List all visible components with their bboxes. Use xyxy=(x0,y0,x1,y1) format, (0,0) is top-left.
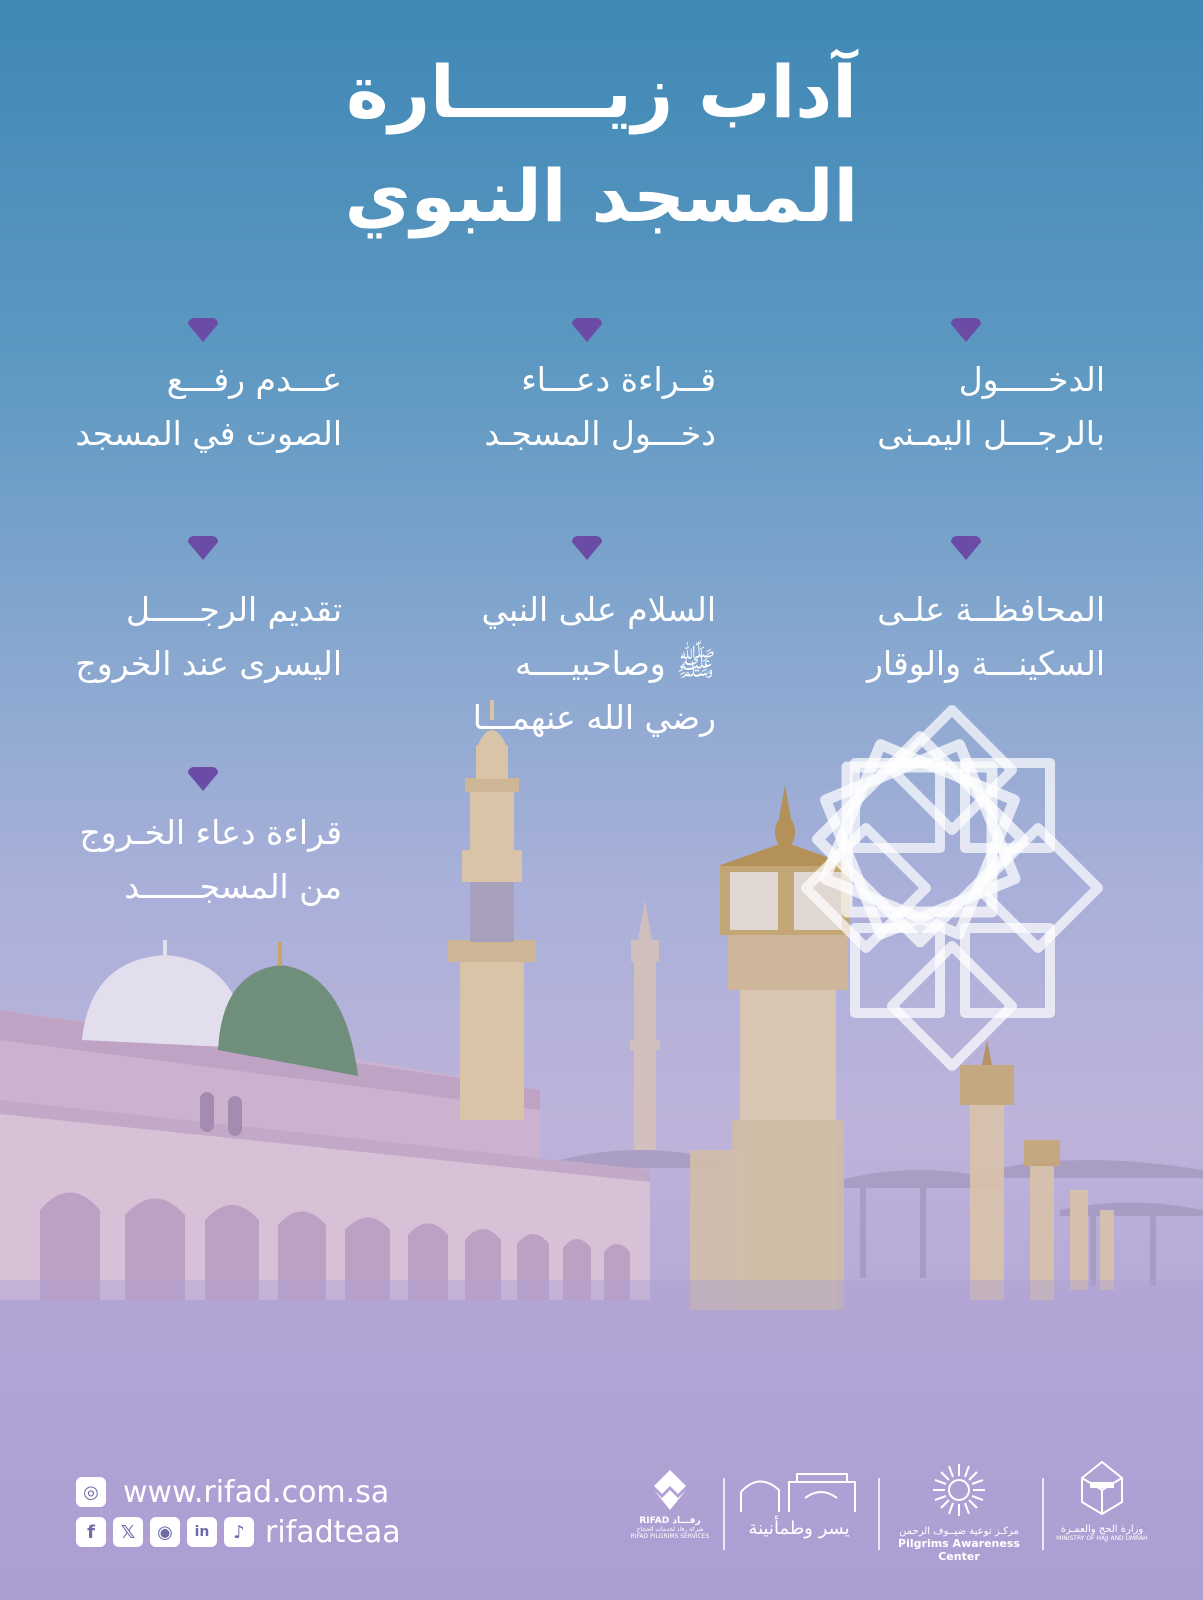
linkedin-icon[interactable]: in xyxy=(187,1517,217,1547)
yusr-logo xyxy=(735,1468,863,1539)
logo-divider xyxy=(878,1478,880,1550)
etiquette-item-entry-supplication xyxy=(416,353,716,461)
item-marker xyxy=(572,324,602,342)
dribbble-icon[interactable]: ◎ xyxy=(76,1477,106,1507)
yusr-text: يسر وطمأنينة xyxy=(748,1518,850,1539)
item-marker xyxy=(188,324,218,342)
item-line: السكينـــة والوقار xyxy=(867,644,1105,683)
kaaba-icon xyxy=(1052,1458,1152,1520)
item-marker xyxy=(188,773,218,791)
rifad-name-ar: رفـــاد xyxy=(672,1516,701,1526)
facebook-icon[interactable]: f xyxy=(76,1517,106,1547)
main-minaret xyxy=(448,700,536,1120)
item-line: الدخـــــول xyxy=(958,360,1105,399)
item-line: قــراءة دعـــاء xyxy=(521,360,716,399)
item-line: المحافظــة علـى xyxy=(877,590,1105,629)
item-line: قراءة دعاء الخـروج xyxy=(79,813,342,852)
social-handle[interactable]: rifadteaa xyxy=(265,1514,401,1550)
logo-divider xyxy=(1042,1478,1044,1550)
item-marker xyxy=(951,542,981,560)
title-line-2: المسجد النبوي xyxy=(344,154,859,238)
ministry-en: MINISTRY OF HAJJ AND UMRAH xyxy=(1056,1535,1148,1542)
contact-footer xyxy=(76,1473,401,1551)
item-line: رضي الله عنهمـــا xyxy=(472,698,716,737)
far-minaret xyxy=(630,900,660,1150)
item-line: السلام على النبي xyxy=(481,590,716,629)
rifad-logo xyxy=(630,1468,710,1540)
title-line-1: آداب زيــــــارة xyxy=(346,50,857,134)
etiquette-item-greeting-prophet xyxy=(416,583,716,745)
awareness-en: Pilgrims Awareness Center xyxy=(898,1537,1020,1563)
rifad-sub-ar: شركة رفاد لخدمات الحجاج xyxy=(636,1526,704,1533)
poster-title xyxy=(0,40,1203,248)
item-marker xyxy=(572,542,602,560)
etiquette-item-enter-right-foot xyxy=(805,353,1105,461)
awareness-ar: مركـز توعية ضيــوف الرحمن xyxy=(899,1526,1019,1537)
item-marker xyxy=(188,542,218,560)
item-line: بالرجـــل اليمـنى xyxy=(877,414,1105,453)
rifad-logo-mark xyxy=(630,1468,710,1512)
tiktok-icon[interactable]: ♪ xyxy=(224,1517,254,1547)
etiquette-item-tranquility xyxy=(805,583,1105,691)
yusr-logo-mark xyxy=(735,1468,863,1514)
item-line: تقديم الرجـــــل xyxy=(126,590,342,629)
instagram-icon[interactable]: ◉ xyxy=(150,1517,180,1547)
rifad-sub-en: RIFAD PILGRIMS SERVICES xyxy=(630,1533,710,1540)
item-line: دخـــول المسجـد xyxy=(484,414,716,453)
rifad-name xyxy=(630,1516,710,1526)
social-row xyxy=(76,1513,401,1551)
website-link[interactable]: www.rifad.com.sa xyxy=(123,1474,390,1510)
etiquette-item-lower-voice xyxy=(42,353,342,461)
etiquette-item-exit-supplication xyxy=(42,806,342,914)
item-line: اليسرى عند الخروج xyxy=(75,644,342,683)
website-row xyxy=(76,1473,401,1511)
ministry-ar: وزارة الحج والعمـرة xyxy=(1060,1524,1144,1535)
item-marker xyxy=(951,324,981,342)
item-line: عـــدم رفـــع xyxy=(166,360,342,399)
item-line: ﷺ وصاحبيــــه xyxy=(514,644,716,683)
x-icon[interactable]: 𝕏 xyxy=(113,1517,143,1547)
item-line: الصوت في المسجد xyxy=(75,414,342,453)
awareness-center-logo xyxy=(890,1460,1028,1563)
ministry-logo xyxy=(1052,1458,1152,1542)
logo-divider xyxy=(723,1478,725,1550)
rifad-name-en: RIFAD xyxy=(639,1516,670,1526)
etiquette-item-exit-left-foot xyxy=(42,583,342,691)
item-line: من المسجــــــد xyxy=(124,867,342,906)
sunburst-icon xyxy=(890,1460,1028,1522)
